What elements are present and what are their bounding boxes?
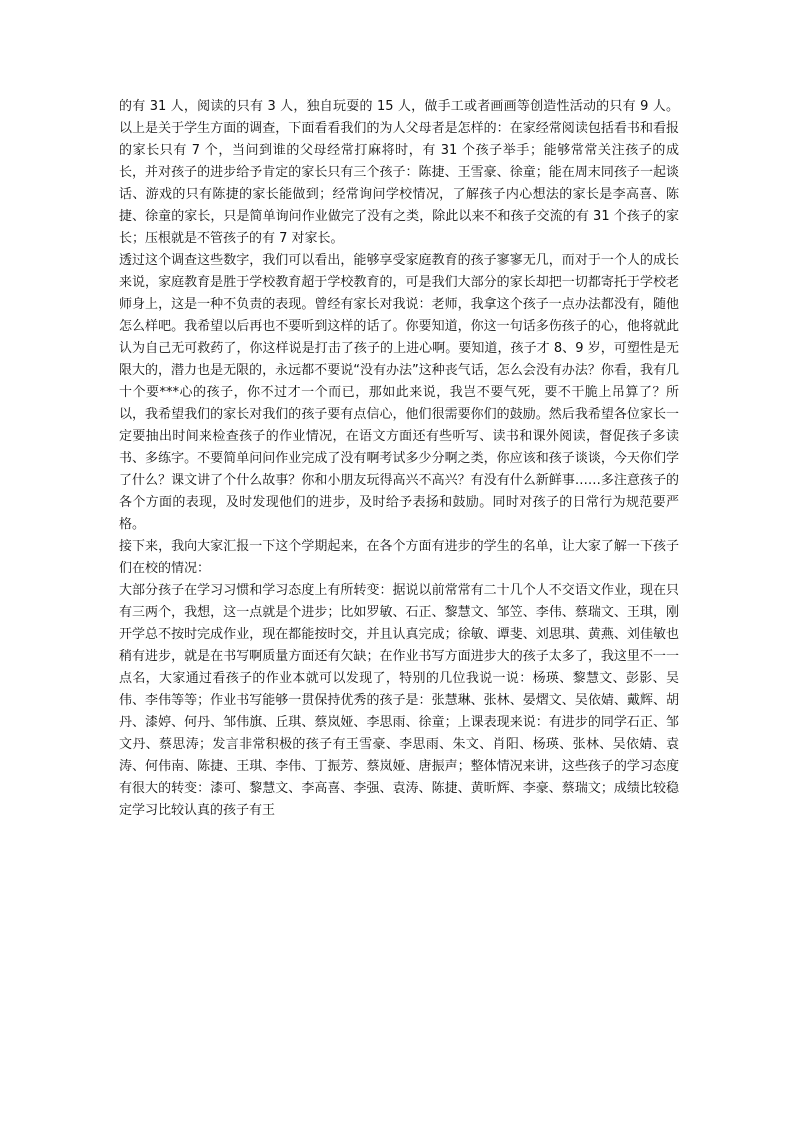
document-body — [119, 96, 679, 822]
paragraph-family-education: 透过这个调查这些数字，我们可以看出，能够享受家庭教育的孩子寥寥无几，而对于一个人的成长来说，家庭教育是胜于学校教育超于学校教育的，可是我们大部分的家长却把一切都寄托于学校老师身上，这是一种不负责的表现。曾经有家长对我说：老师，我拿这个孩子一点办法都没有，随他怎么样吧。我希望以后再也不要听到这样的话了。你要知道，你这一句话多伤孩子的心，他将就此认为自己无可救药了，你这样说是打击了孩子的上进心啊。要知道，孩子才 8、9 岁，可塑性是无限大的，潜力也是无限的，永远都不要说“没有办法”这种丧气话，怎么会没有办法？你看，我有几十个要***心的孩子，你不过才一个而已，那如此来说，我岂不要气死，要不干脆上吊算了？所以，我希望我们的家长对我们的孩子要有点信心，他们很需要你们的鼓励。然后我希望各位家长一定要抽出时间来检查孩子的作业情况，在语文方面还有些听写、读书和课外阅读，督促孩子多读书、多练字。不要简单问问作业完成了没有啊考试多少分啊之类，你应该和孩子谈谈，今天你们学了什么？课文讲了个什么故事？你和小朋友玩得高兴不高兴？有没有什么新鲜事……多注意孩子的各个方面的表现，及时发现他们的进步，及时给予表扬和鼓励。同时对孩子的日常行为规范要严格。 — [119, 253, 679, 532]
paragraph-survey-results: 的有 31 人，阅读的只有 3 人，独自玩耍的 15 人，做手工或者画画等创造性活动的只有 9 人。以上是关于学生方面的调查，下面看看我们的为人父母者是怎样的：在家经常阅读包括看书和看报的家长只有 7 个，当问到谁的父母经常打麻将时，有 31 个孩子举手；能够常常关注孩子的成长，并对孩子的进步给予肯定的家长只有三个孩子：陈捷、王雪豪、徐童；能在周末同孩子一起谈话、游戏的只有陈捷的家长能做到；经常询问学校情况，了解孩子内心想法的家长是李高喜、陈捷、徐童的家长，只是简单询问作业做完了没有之类，除此以来不和孩子交流的有 31 个孩子的家长；压根就是不管孩子的有 7 对家长。 — [119, 99, 679, 246]
paragraph-progress-intro: 接下来，我向大家汇报一下这个学期起来，在各个方面有进步的学生的名单，让大家了解一下孩子们在校的情况： — [119, 539, 679, 576]
paragraph-progress-list: 大部分孩子在学习习惯和学习态度上有所转变：据说以前常常有二十几个人不交语文作业，现在只有三两个，我想，这一点就是个进步；比如罗敏、石正、黎慧文、邹笠、李伟、蔡瑞文、王琪，刚开学总不按时完成作业，现在都能按时交，并且认真完成；徐敏、谭斐、刘思琪、黄燕、刘佳敏也稍有进步，就是在书写啊质量方面还有欠缺；在作业书写方面进步大的孩子太多了，我这里不一一点名，大家通过看孩子的作业本就可以发现了，特别的几位我说一说：杨瑛、黎慧文、彭影、吴伟、李伟等等；作业书写能够一贯保持优秀的孩子是：张慧琳、张林、晏熠文、吴依婧、戴辉、胡丹、漆婷、何丹、邹伟旗、丘琪、蔡岚娅、李思雨、徐童；上课表现来说：有进步的同学石正、邹文丹、蔡思涛；发言非常积极的孩子有王雪豪、李思雨、朱文、肖阳、杨瑛、张林、吴依婧、袁涛、何伟南、陈捷、王琪、李伟、丁振芳、蔡岚娅、唐振声；整体情况来讲，这些孩子的学习态度有很大的转变：漆可、黎慧文、李高喜、李强、袁涛、陈捷、黄昕辉、李豪、蔡瑞文；成绩比较稳定学习比较认真的孩子有王 — [119, 583, 679, 818]
